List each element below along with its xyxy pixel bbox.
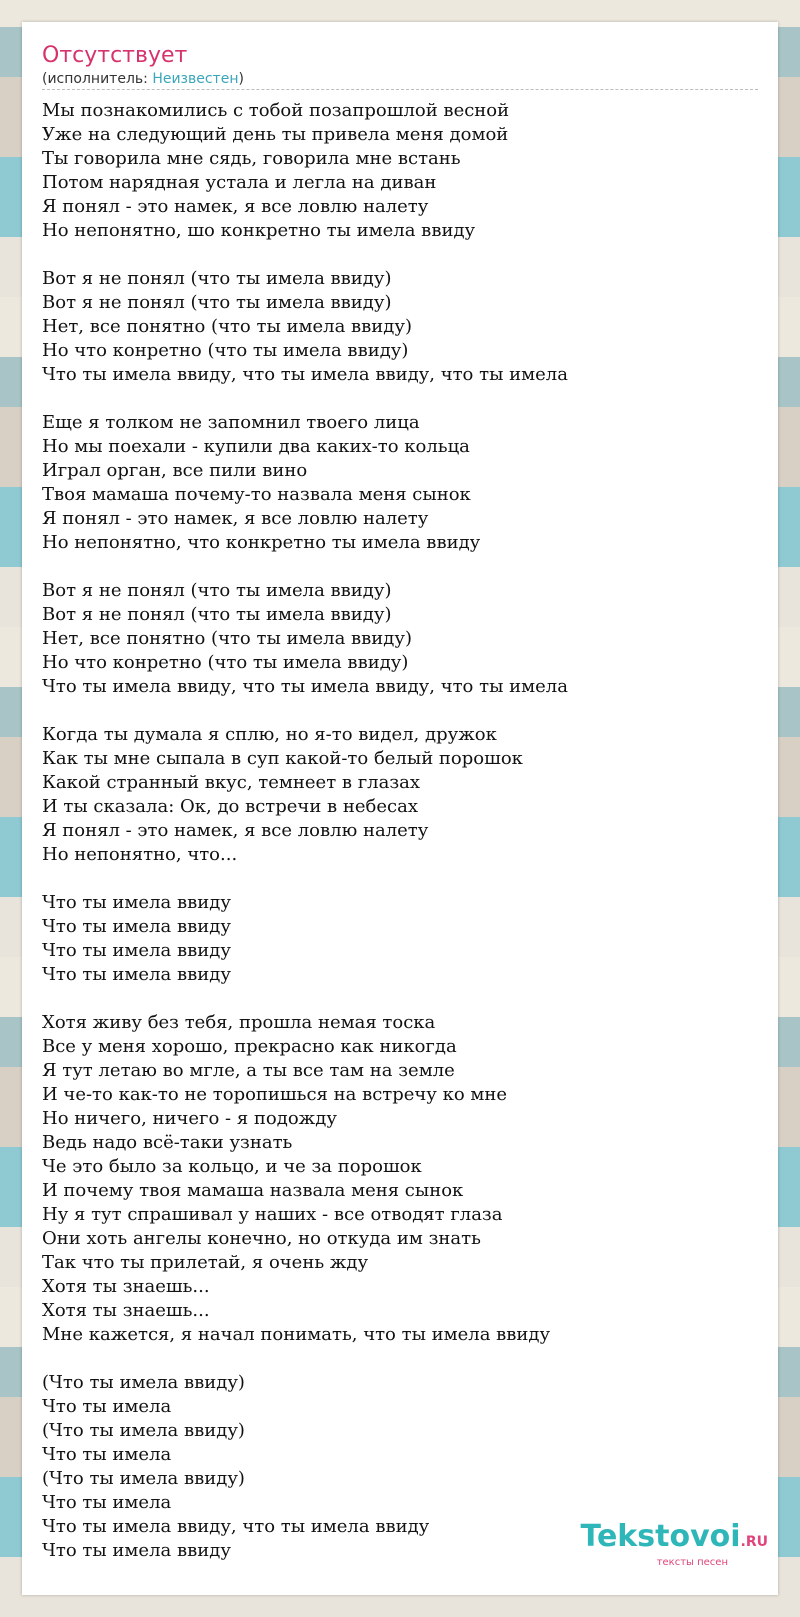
artist-suffix: ) [238, 71, 244, 87]
lyrics-text [42, 99, 758, 1563]
lyric-line: Че это было за кольцо, и че за порошок [42, 1156, 422, 1177]
lyric-line: (Что ты имела ввиду) [42, 1468, 245, 1489]
lyric-line: Нет, все понятно (что ты имела ввиду) [42, 316, 412, 337]
lyric-line: Мне кажется, я начал понимать, что ты имела ввиду [42, 1324, 551, 1345]
lyric-line: И че-то как-то не торопишься на встречу ко мне [42, 1084, 508, 1105]
lyric-line: Твоя мамаша почему-то назвала меня сынок [42, 484, 471, 505]
lyric-line: И ты сказала: Ок, до встречи в небесах [42, 796, 419, 817]
lyric-line: Нет, все понятно (что ты имела ввиду) [42, 628, 412, 649]
lyric-line: Уже на следующий день ты привела меня домой [42, 124, 509, 145]
lyric-line: Но ничего, ничего - я подожду [42, 1108, 337, 1129]
lyric-line: (Что ты имела ввиду) [42, 1372, 245, 1393]
logo-wordmark [580, 1519, 768, 1557]
lyric-line: Я понял - это намек, я все ловлю налету [42, 508, 429, 529]
stanza-gap [42, 387, 758, 411]
lyric-line: Я понял - это намек, я все ловлю налету [42, 820, 429, 841]
lyric-line: Но непонятно, шо конкретно ты имела ввиду [42, 220, 476, 241]
lyric-line: Хотя живу без тебя, прошла немая тоска [42, 1012, 436, 1033]
song-header [42, 42, 758, 88]
lyric-line: Что ты имела [42, 1444, 172, 1465]
lyric-line: Когда ты думала я сплю, но я-то видел, дружок [42, 724, 497, 745]
lyric-line: Но непонятно, что конкретно ты имела ввиду [42, 532, 481, 553]
artist-line [42, 70, 758, 88]
lyric-line: Что ты имела ввиду, что ты имела ввиду [42, 1516, 430, 1537]
lyric-line: Но непонятно, что... [42, 844, 238, 865]
lyric-line: Я понял - это намек, я все ловлю налету [42, 196, 429, 217]
logo-main-text: Tekstovoi [580, 1519, 741, 1554]
site-logo[interactable] [580, 1519, 768, 1569]
lyric-line: Хотя ты знаешь... [42, 1300, 210, 1321]
stanza-gap [42, 1347, 758, 1371]
stanza-gap [42, 867, 758, 891]
lyric-line: Но мы поехали - купили два каких-то кольца [42, 436, 470, 457]
lyric-line: Что ты имела ввиду [42, 940, 231, 961]
artist-prefix: (исполнитель: [42, 71, 153, 87]
lyric-line: Играл орган, все пили вино [42, 460, 308, 481]
header-divider [42, 89, 758, 90]
lyrics-card [22, 22, 778, 1595]
lyric-line: Все у меня хорошо, прекрасно как никогда [42, 1036, 457, 1057]
logo-tld: .RU [740, 1534, 768, 1550]
lyric-line: Вот я не понял (что ты имела ввиду) [42, 268, 392, 289]
lyric-line: Вот я не понял (что ты имела ввиду) [42, 292, 392, 313]
lyric-line: Вот я не понял (что ты имела ввиду) [42, 604, 392, 625]
lyric-line: Они хоть ангелы конечно, но откуда им знать [42, 1228, 481, 1249]
lyric-line: (Что ты имела ввиду) [42, 1420, 245, 1441]
lyric-line: Что ты имела ввиду, что ты имела ввиду, что ты имела [42, 364, 568, 385]
lyric-line: Что ты имела ввиду [42, 892, 231, 913]
lyric-line: Мы познакомились с тобой позапрошлой весной [42, 100, 510, 121]
lyric-line: Какой странный вкус, темнеет в глазах [42, 772, 421, 793]
lyric-line: Вот я не понял (что ты имела ввиду) [42, 580, 392, 601]
lyric-line: Что ты имела [42, 1492, 172, 1513]
lyric-line: Потом нарядная устала и легла на диван [42, 172, 437, 193]
lyric-line: Так что ты прилетай, я очень жду [42, 1252, 369, 1273]
lyric-line: Ну я тут спрашивал у наших - все отводят глаза [42, 1204, 503, 1225]
lyric-line: Я тут летаю во мгле, а ты все там на земле [42, 1060, 455, 1081]
stanza-gap [42, 243, 758, 267]
lyric-line: Что ты имела ввиду [42, 964, 231, 985]
lyric-line: Еще я толком не запомнил твоего лица [42, 412, 420, 433]
logo-tagline: тексты песен [656, 1557, 728, 1568]
song-title: Отсутствует [42, 43, 188, 68]
lyric-line: Хотя ты знаешь... [42, 1276, 210, 1297]
lyric-line: Но что конретно (что ты имела ввиду) [42, 340, 409, 361]
stanza-gap [42, 699, 758, 723]
stanza-gap [42, 555, 758, 579]
lyric-line: Ведь надо всё-таки узнать [42, 1132, 293, 1153]
stanza-gap [42, 987, 758, 1011]
lyric-line: Как ты мне сыпала в суп какой-то белый порошок [42, 748, 523, 769]
lyric-line: Что ты имела ввиду [42, 916, 231, 937]
artist-link[interactable]: Неизвестен [152, 71, 239, 87]
lyric-line: И почему твоя мамаша назвала меня сынок [42, 1180, 464, 1201]
lyric-line: Что ты имела ввиду [42, 1540, 231, 1561]
lyric-line: Что ты имела [42, 1396, 172, 1417]
lyric-line: Но что конретно (что ты имела ввиду) [42, 652, 409, 673]
lyric-line: Что ты имела ввиду, что ты имела ввиду, что ты имела [42, 676, 568, 697]
lyric-line: Ты говорила мне сядь, говорила мне встань [42, 148, 461, 169]
